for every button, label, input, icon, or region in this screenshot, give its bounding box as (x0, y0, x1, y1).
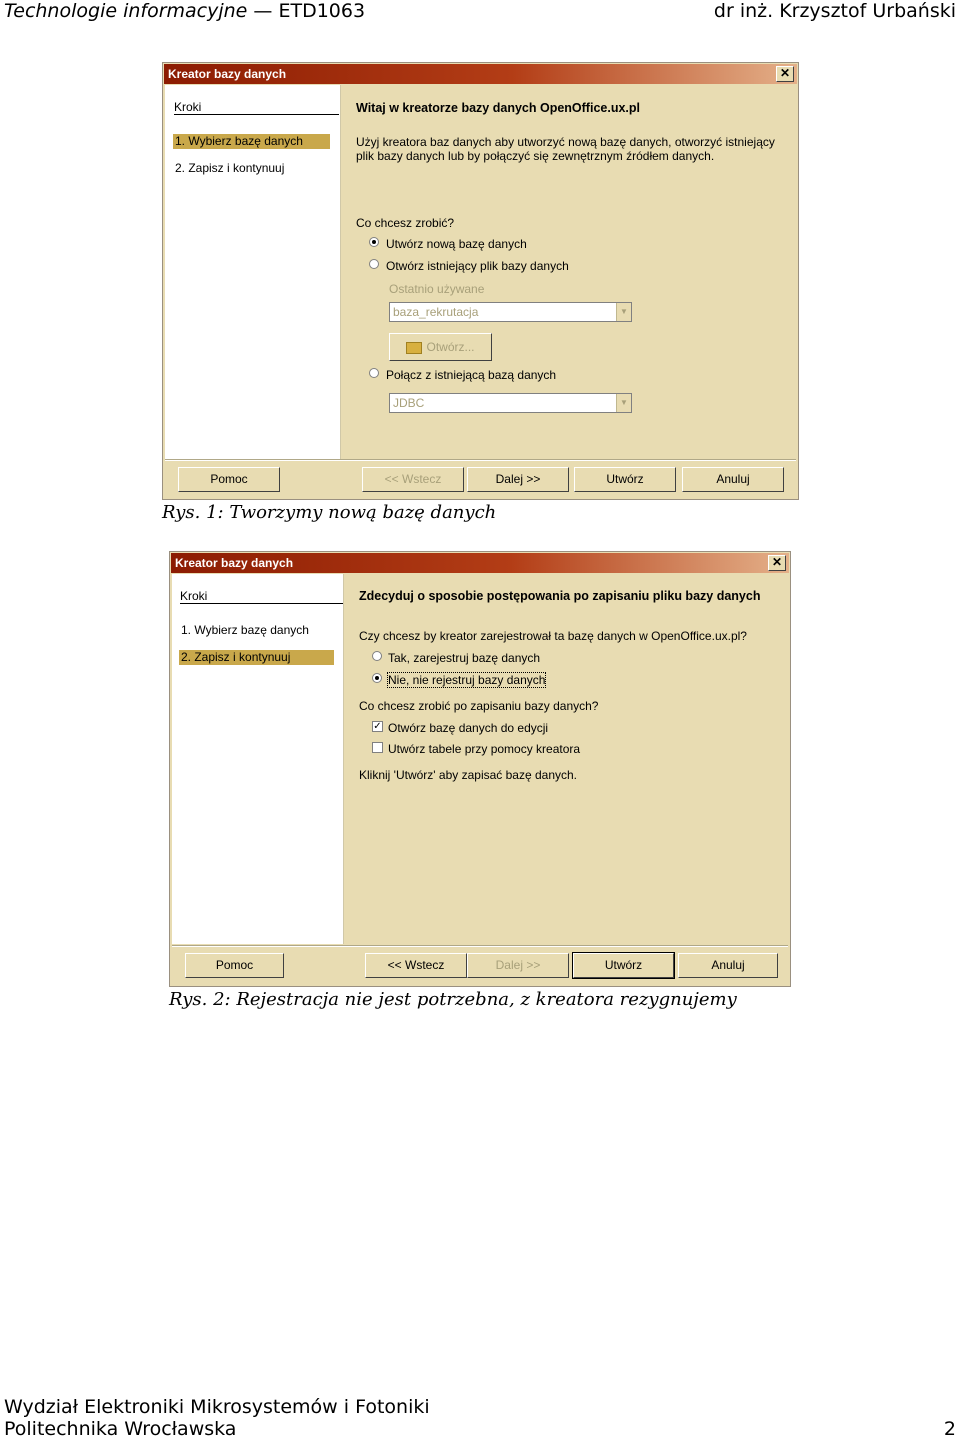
radio-register-no[interactable] (372, 673, 382, 683)
back-button[interactable]: << Wstecz (362, 467, 464, 492)
chevron-down-icon[interactable]: ▼ (616, 394, 631, 412)
close-icon[interactable]: ✕ (768, 555, 786, 571)
register-question: Czy chcesz by kreator zarejestrował ta bazę danych w OpenOffice.ux.pl? (359, 629, 747, 643)
radio-open-db[interactable] (369, 259, 379, 269)
wizard-heading: Witaj w kreatorze bazy danych OpenOffice.ux.pl (356, 101, 640, 115)
wizard-heading: Zdecyduj o sposobie postępowania po zapisaniu pliku bazy danych (359, 589, 761, 603)
step-item-2[interactable]: 2. Zapisz i kontynuuj (179, 650, 334, 665)
radio-register-yes[interactable] (372, 651, 382, 661)
recent-dropdown[interactable] (389, 302, 632, 322)
wizard-dialog-1 (162, 62, 799, 500)
open-edit-label[interactable]: Otwórz bazę danych do edycji (388, 721, 549, 735)
radio-new-db[interactable] (369, 237, 379, 247)
header-course (4, 0, 365, 22)
help-button[interactable]: Pomoc (185, 953, 284, 978)
open-file-button[interactable] (389, 333, 492, 361)
steps-panel (172, 574, 344, 944)
page-number: 2 (943, 1418, 956, 1440)
wizard-dialog-2 (169, 551, 791, 987)
recent-value: baza_rekrutacja (393, 305, 479, 319)
question-label: Co chcesz zrobić? (356, 216, 455, 230)
header-author: dr inż. Krzysztof Urbański (713, 0, 956, 22)
connect-dropdown[interactable] (389, 393, 632, 413)
step-item-2[interactable]: 2. Zapisz i kontynuuj (175, 161, 285, 175)
radio-connect-db[interactable] (369, 368, 379, 378)
next-button[interactable]: Dalej >> (467, 467, 569, 492)
course-code: ETD1063 (278, 0, 366, 22)
after-save-question: Co chcesz zrobić po zapisaniu bazy danych? (359, 699, 599, 713)
checkbox-create-tables[interactable] (372, 742, 383, 753)
open-button-label: Otwórz... (426, 340, 475, 354)
steps-heading: Kroki (180, 589, 343, 604)
register-yes-label[interactable]: Tak, zarejestruj bazę danych (388, 651, 541, 665)
create-button[interactable]: Utwórz (573, 953, 674, 978)
recent-label: Ostatnio używane (389, 282, 485, 296)
step-item-1[interactable]: 1. Wybierz bazę danych (173, 134, 330, 149)
figure-1-caption: Rys. 1: Tworzymy nową bazę danych (162, 502, 497, 523)
button-separator (172, 945, 788, 947)
back-button[interactable]: << Wstecz (365, 953, 467, 978)
dialog-titlebar (171, 553, 789, 573)
option-open-label[interactable]: Otwórz istniejący plik bazy danych (386, 259, 569, 273)
wizard-intro: Użyj kreatora baz danych aby utworzyć nową bazę danych, otworzyć istniejący plik bazy danych lub by połączyć się zewnętrznym źródłem danych. (356, 135, 775, 163)
option-connect-label[interactable]: Połącz z istniejącą bazą danych (386, 368, 557, 382)
next-button[interactable]: Dalej >> (467, 953, 569, 978)
create-tables-label[interactable]: Utwórz tabele przy pomocy kreatora (388, 742, 581, 756)
header-dash: — (253, 0, 273, 22)
figure-2-caption: Rys. 2: Rejestracja nie jest potrzebna, z kreatora rezygnujemy (169, 989, 737, 1010)
footer-faculty: Wydział Elektroniki Mikrosystemów i Fotoniki (4, 1396, 430, 1418)
connect-value: JDBC (393, 396, 425, 410)
course-title: Technologie informacyjne (4, 0, 248, 22)
create-button[interactable]: Utwórz (574, 467, 676, 492)
dialog-title: Kreator bazy danych (168, 67, 287, 81)
folder-icon (406, 342, 422, 354)
footer-university: Politechnika Wrocławska (4, 1418, 237, 1440)
checkbox-open-edit[interactable]: ✓ (373, 721, 382, 732)
register-no-label[interactable]: Nie, nie rejestruj bazy danych (388, 673, 546, 687)
button-separator (165, 459, 796, 461)
dialog-titlebar (164, 64, 797, 84)
dialog-title: Kreator bazy danych (175, 556, 294, 570)
close-icon[interactable]: ✕ (776, 66, 794, 82)
cancel-button[interactable]: Anuluj (678, 953, 778, 978)
save-hint: Kliknij 'Utwórz' aby zapisać bazę danych. (359, 768, 578, 782)
cancel-button[interactable]: Anuluj (682, 467, 784, 492)
steps-panel (165, 85, 341, 459)
option-new-label[interactable]: Utwórz nową bazę danych (386, 237, 527, 251)
steps-heading: Kroki (174, 100, 339, 115)
step-item-1[interactable]: 1. Wybierz bazę danych (181, 623, 309, 637)
help-button[interactable]: Pomoc (178, 467, 280, 492)
chevron-down-icon[interactable]: ▼ (616, 303, 631, 321)
